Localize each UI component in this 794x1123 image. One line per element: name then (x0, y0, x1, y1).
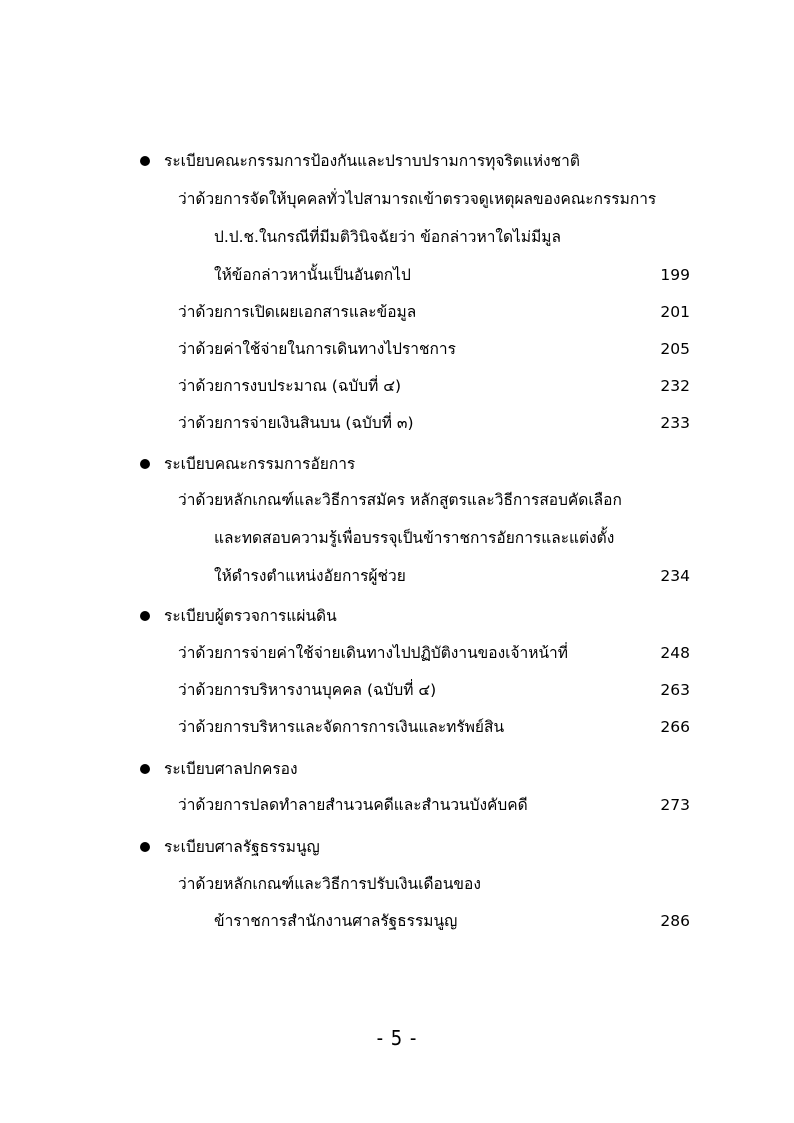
page-number: - 5 - (376, 1026, 418, 1050)
bullet-icon (140, 156, 150, 166)
entry-line: ว่าด้วยการงบประมาณ (ฉบับที่ ๔) (178, 377, 402, 395)
entry-line: ว่าด้วยการเปิดเผยเอกสารและข้อมูล (178, 303, 417, 321)
entry-page-number: 199 (660, 266, 690, 284)
entry-page-number: 266 (660, 718, 690, 736)
entry-line: ว่าด้วยหลักเกณฑ์และวิธีการปรับเงินเดือนของ (178, 875, 481, 893)
entry-page-number: 286 (660, 912, 690, 930)
section-heading: ระเบียบศาลปกครอง (164, 760, 298, 778)
entry-page-number: 263 (660, 681, 690, 699)
entry-page-number: 234 (660, 567, 690, 585)
entry-line: ว่าด้วยการปลดทำลายสำนวนคดีและสำนวนบังคับคดี (178, 796, 528, 814)
section-heading: ระเบียบศาลรัฐธรรมนูญ (164, 838, 320, 856)
entry-line: ว่าด้วยการบริหารงานบุคคล (ฉบับที่ ๔) (178, 681, 437, 699)
entry-line: ให้ข้อกล่าวหานั้นเป็นอันตกไป (214, 266, 411, 284)
entry-line: ว่าด้วยค่าใช้จ่ายในการเดินทางไปราชการ (178, 340, 456, 358)
entry-line: ป.ป.ช.ในกรณีที่มีมติวินิจฉัยว่า ข้อกล่าวหาใดไม่มีมูล (214, 228, 562, 246)
entry-page-number: 233 (660, 414, 690, 432)
entry-line: ข้าราชการสำนักงานศาลรัฐธรรมนูญ (214, 912, 458, 930)
entry-line: ว่าด้วยหลักเกณฑ์และวิธีการสมัคร หลักสูตรและวิธีการสอบคัดเลือก (178, 491, 622, 509)
entry-page-number: 201 (660, 303, 690, 321)
bullet-icon (140, 459, 150, 469)
bullet-icon (140, 764, 150, 774)
entry-line: ว่าด้วยการจ่ายค่าใช้จ่ายเดินทางไปปฏิบัติงานของเจ้าหน้าที่ (178, 644, 568, 662)
entry-line: ว่าด้วยการบริหารและจัดการการเงินและทรัพย์สิน (178, 718, 505, 736)
entry-page-number: 205 (660, 340, 690, 358)
section-heading: ระเบียบคณะกรรมการอัยการ (164, 455, 356, 473)
section-heading: ระเบียบคณะกรรมการป้องกันและปราบปรามการทุจริตแห่งชาติ (164, 152, 580, 170)
bullet-icon (140, 611, 150, 621)
entry-page-number: 232 (660, 377, 690, 395)
entry-line: ให้ดำรงตำแหน่งอัยการผู้ช่วย (214, 567, 406, 585)
entry-line: และทดสอบความรู้เพื่อบรรจุเป็นข้าราชการอัยการและแต่งตั้ง (214, 529, 615, 547)
entry-page-number: 248 (660, 644, 690, 662)
bullet-icon (140, 842, 150, 852)
entry-line: ว่าด้วยการจ่ายเงินสินบน (ฉบับที่ ๓) (178, 414, 414, 432)
entry-page-number: 273 (660, 796, 690, 814)
section-heading: ระเบียบผู้ตรวจการแผ่นดิน (164, 607, 337, 625)
entry-line: ว่าด้วยการจัดให้บุคคลทั่วไปสามารถเข้าตรวจดูเหตุผลของคณะกรรมการ (178, 190, 657, 208)
